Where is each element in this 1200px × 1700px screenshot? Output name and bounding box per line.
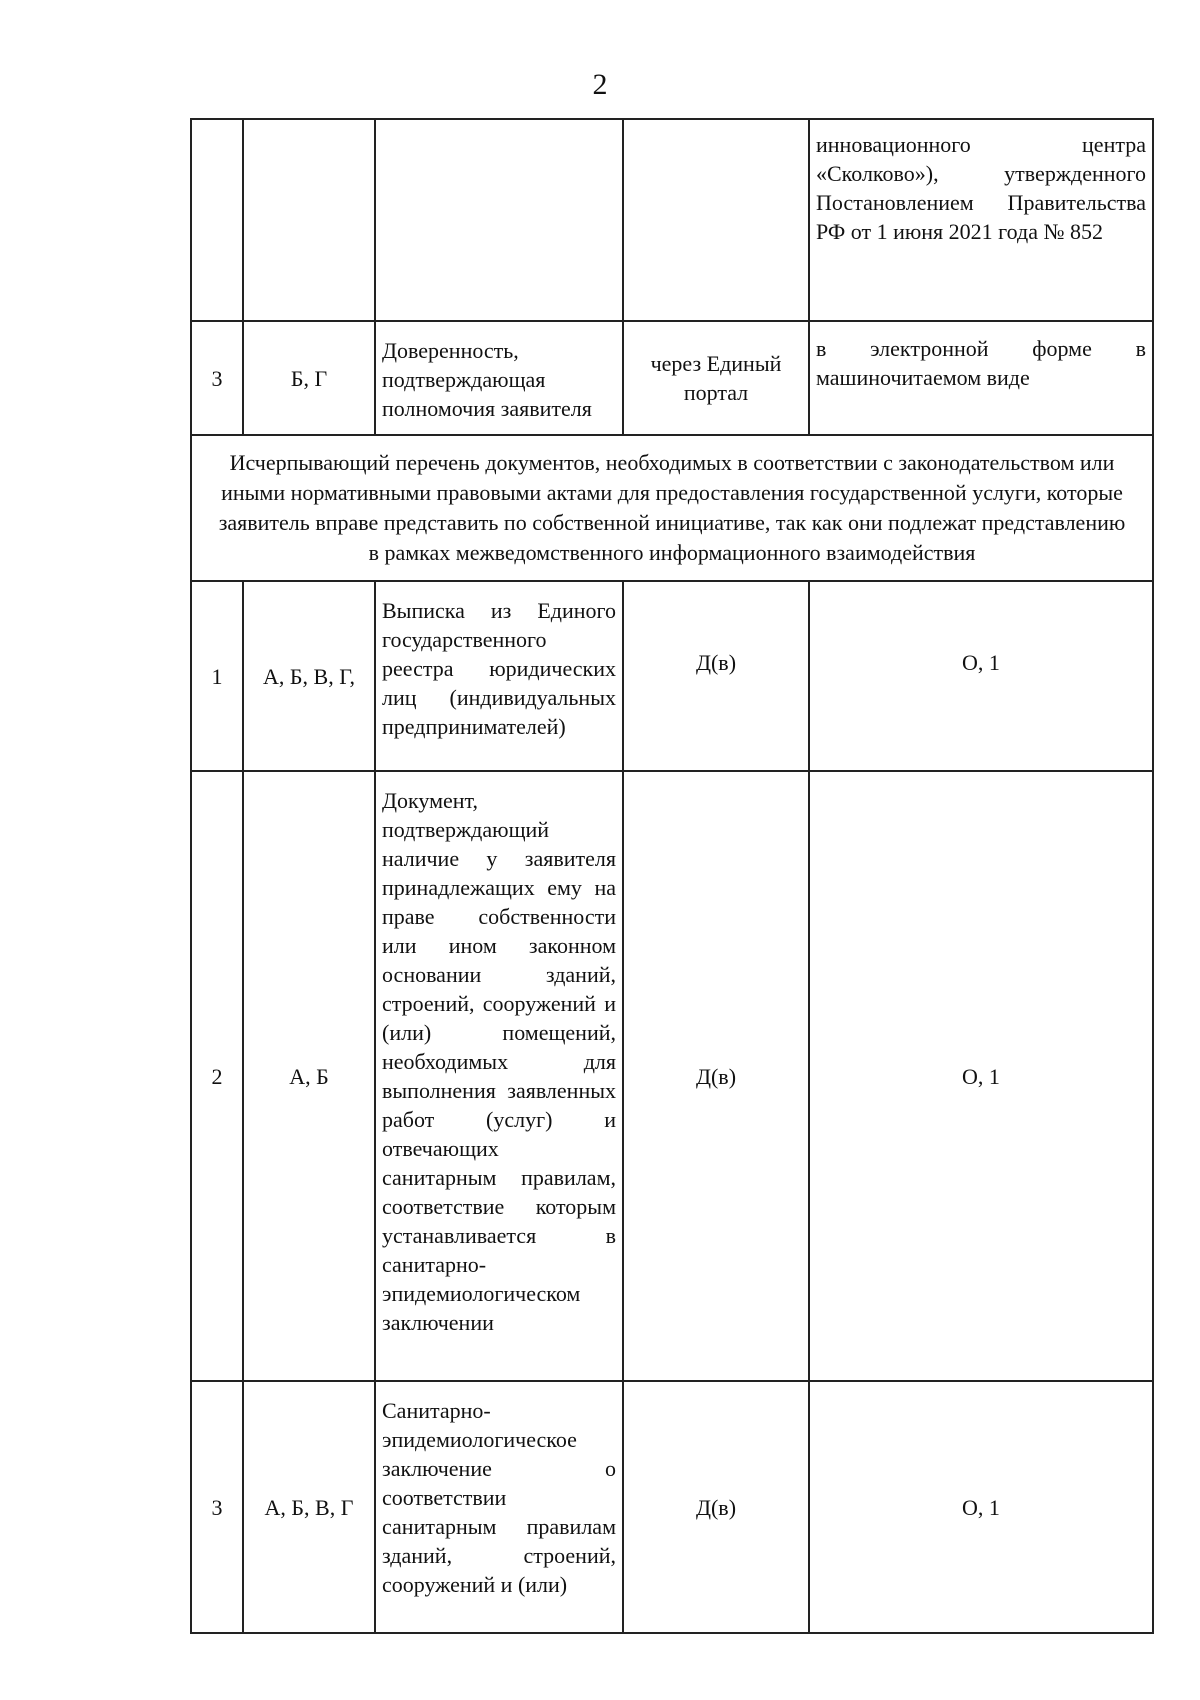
cell-group: А, Б [243, 771, 375, 1381]
cell-document: Выписка из Единого государственного реестра юридических лиц (индивидуальных предпринимателей) [375, 581, 623, 771]
documents-table [190, 118, 1154, 1634]
cell-form: Д(в) [623, 1381, 809, 1633]
cell-group [243, 119, 375, 321]
cell-form-value: Д(в) [695, 649, 737, 675]
cell-num: 3 [191, 321, 243, 435]
table-row-section-heading [191, 435, 1153, 581]
section-heading: Исчерпывающий перечень документов, необходимых в соответствии с законодательством или иными нормативными правовыми актами для предоставления государственной услуги, которые заявитель вправе представить по собственной инициативе, так как они подлежат представлению в рамках межведомственного информационного взаимодействия [191, 435, 1153, 581]
cell-requirement [809, 581, 1153, 771]
cell-num: 2 [191, 771, 243, 1381]
cell-document: Документ, подтверждающий наличие у заявителя принадлежащих ему на праве собственности или ином законном основании зданий, строений, сооружений и (или) помещений, необходимых для выполнения заявленных работ (услуг) и отвечающих санитарным правилам, соответствие которым устанавливается в санитарно-эпидемиологическом заключении [375, 771, 623, 1381]
cell-num: 3 [191, 1381, 243, 1633]
page-number: 2 [592, 68, 608, 101]
table-row [191, 1381, 1153, 1633]
table-row [191, 771, 1153, 1381]
cell-num [191, 119, 243, 321]
cell-document: Санитарно-эпидемиологическое заключение о соответствии санитарным правилам зданий, строений, сооружений и (или) [375, 1381, 623, 1633]
cell-group: А, Б, В, Г, [243, 581, 375, 771]
cell-requirement: О, 1 [809, 771, 1153, 1381]
cell-channel: через Единый портал [623, 321, 809, 435]
cell-group: А, Б, В, Г [243, 1381, 375, 1633]
cell-submission-form: в электронной форме в машиночитаемом виде [809, 321, 1153, 435]
cell-note: инновационного центра «Сколково»), утвержденного Постановлением Правительства РФ от 1 июня 2021 года № 852 [809, 119, 1153, 321]
cell-form [623, 581, 809, 771]
cell-document [375, 119, 623, 321]
cell-num: 1 [191, 581, 243, 771]
table-row-continuation [191, 119, 1153, 321]
cell-requirement: О, 1 [809, 1381, 1153, 1633]
table-row [191, 581, 1153, 771]
cell-form [623, 119, 809, 321]
cell-requirement-value: О, 1 [962, 649, 1000, 675]
cell-document: Доверенность, подтверждающая полномочия заявителя [375, 321, 623, 435]
cell-form: Д(в) [623, 771, 809, 1381]
table-row-power-of-attorney [191, 321, 1153, 435]
cell-group: Б, Г [243, 321, 375, 435]
